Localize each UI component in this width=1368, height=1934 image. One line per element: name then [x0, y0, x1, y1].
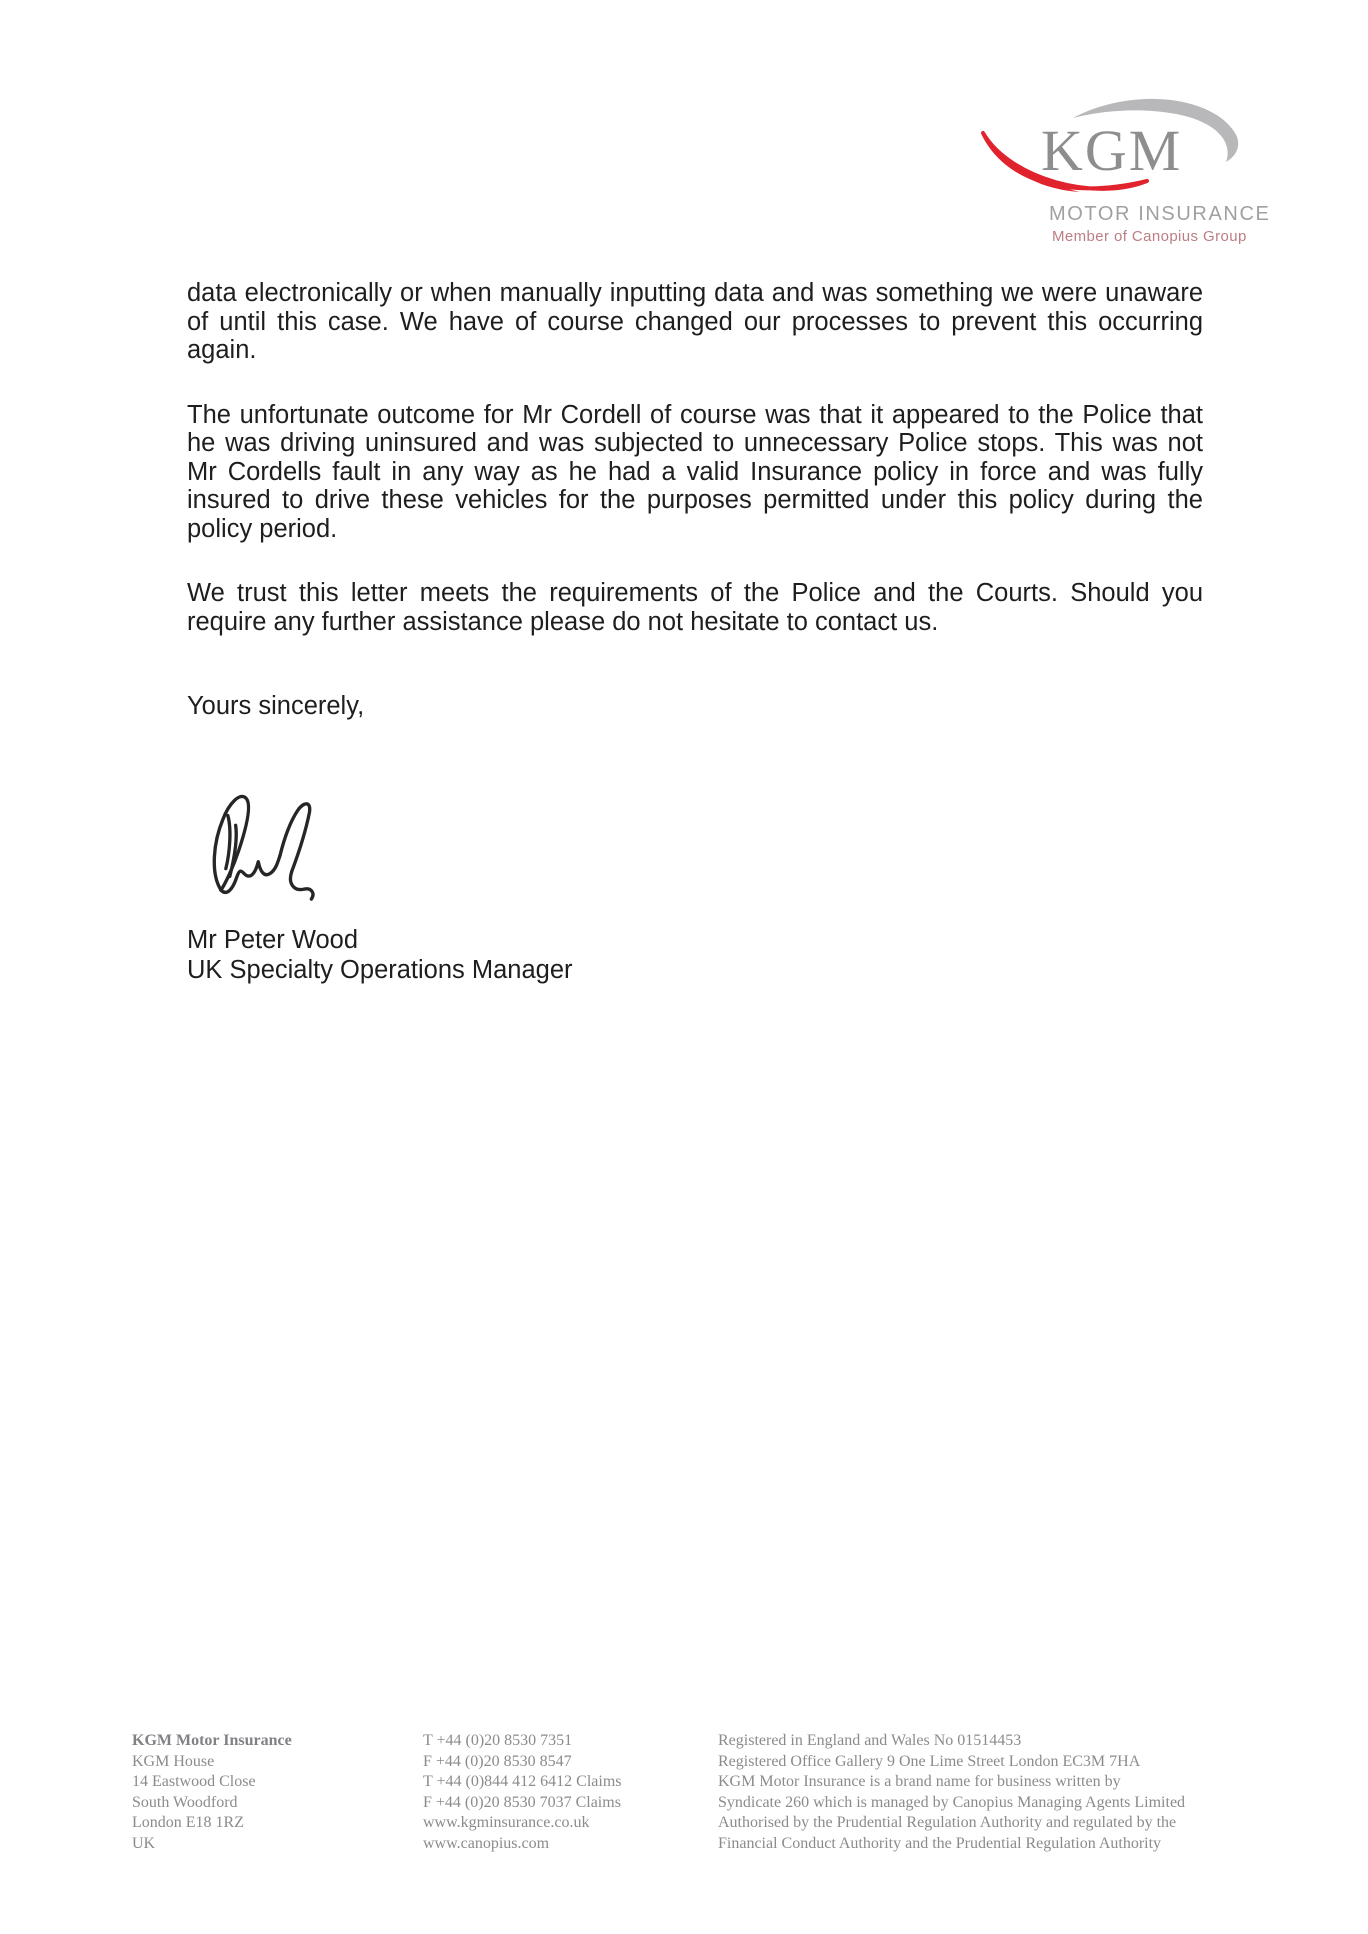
letter-paragraph-3: We trust this letter meets the requirements of the Police and the Courts. Should you require any further assistance please do not hesitate to contact us.: [187, 579, 1203, 636]
footer-address-line: London E18 1RZ: [132, 1814, 244, 1831]
letter-footer: [132, 1731, 1312, 1854]
signatory-name: Mr Peter Wood: [187, 926, 359, 954]
footer-claims-phone-line: T +44 (0)844 412 6412 Claims: [423, 1773, 622, 1790]
logo-subtitle: MOTOR INSURANCE: [1049, 203, 1271, 225]
signature-image: [200, 786, 350, 904]
footer-address-line: UK: [132, 1834, 156, 1852]
footer-company-name: KGM Motor Insurance: [132, 1732, 292, 1749]
kgm-wordmark: KGM: [1041, 118, 1183, 183]
footer-address-line: 14 Eastwood Close: [132, 1773, 256, 1790]
footer-address-line: KGM House: [132, 1752, 215, 1770]
footer-legal-line: Registered Office Gallery 9 One Lime Street London EC3M 7HA: [718, 1752, 1141, 1770]
footer-legal-column: [718, 1731, 1312, 1854]
footer-legal-line: Financial Conduct Authority and the Prudential Regulation Authority: [718, 1834, 1162, 1852]
footer-contact-column: [423, 1731, 718, 1854]
letter-body: [187, 279, 1203, 672]
kgm-logo-emblem-icon: [980, 93, 1248, 205]
footer-website-canopius: www.canopius.com: [423, 1834, 550, 1852]
footer-claims-fax-line: F +44 (0)20 8530 7037 Claims: [423, 1793, 621, 1811]
letter-closing: Yours sincerely,: [187, 692, 365, 720]
footer-legal-line: Authorised by the Prudential Regulation Authority and regulated by the: [718, 1814, 1177, 1831]
signatory-block: [187, 925, 573, 985]
footer-legal-line: KGM Motor Insurance is a brand name for business written by: [718, 1773, 1121, 1790]
footer-website-kgm: www.kgminsurance.co.uk: [423, 1814, 590, 1831]
footer-fax-line: F +44 (0)20 8530 8547: [423, 1752, 572, 1770]
signatory-title: UK Specialty Operations Manager: [187, 956, 573, 984]
footer-company-column: [132, 1731, 423, 1854]
footer-legal-line: Syndicate 260 which is managed by Canopius Managing Agents Limited: [718, 1793, 1186, 1811]
footer-phone-line: T +44 (0)20 8530 7351: [423, 1732, 573, 1749]
footer-address-line: South Woodford: [132, 1793, 238, 1811]
letter-paragraph-1: data electronically or when manually inputting data and was something we were unaware of until this case. We have of course changed our processes to prevent this occurring again.: [187, 279, 1203, 364]
letter-paragraph-2: The unfortunate outcome for Mr Cordell of course was that it appeared to the Police that he was driving uninsured and was subjected to unnecessary Police stops. This was not Mr Cordells fault in any way as he had a valid Insurance policy in force and was fully insured to drive these vehicles for the purposes permitted under this policy during the policy period.: [187, 400, 1203, 543]
footer-legal-line: Registered in England and Wales No 01514453: [718, 1732, 1022, 1749]
logo-tagline: Member of Canopius Group: [1052, 228, 1247, 245]
kgm-logo: [980, 93, 1271, 253]
